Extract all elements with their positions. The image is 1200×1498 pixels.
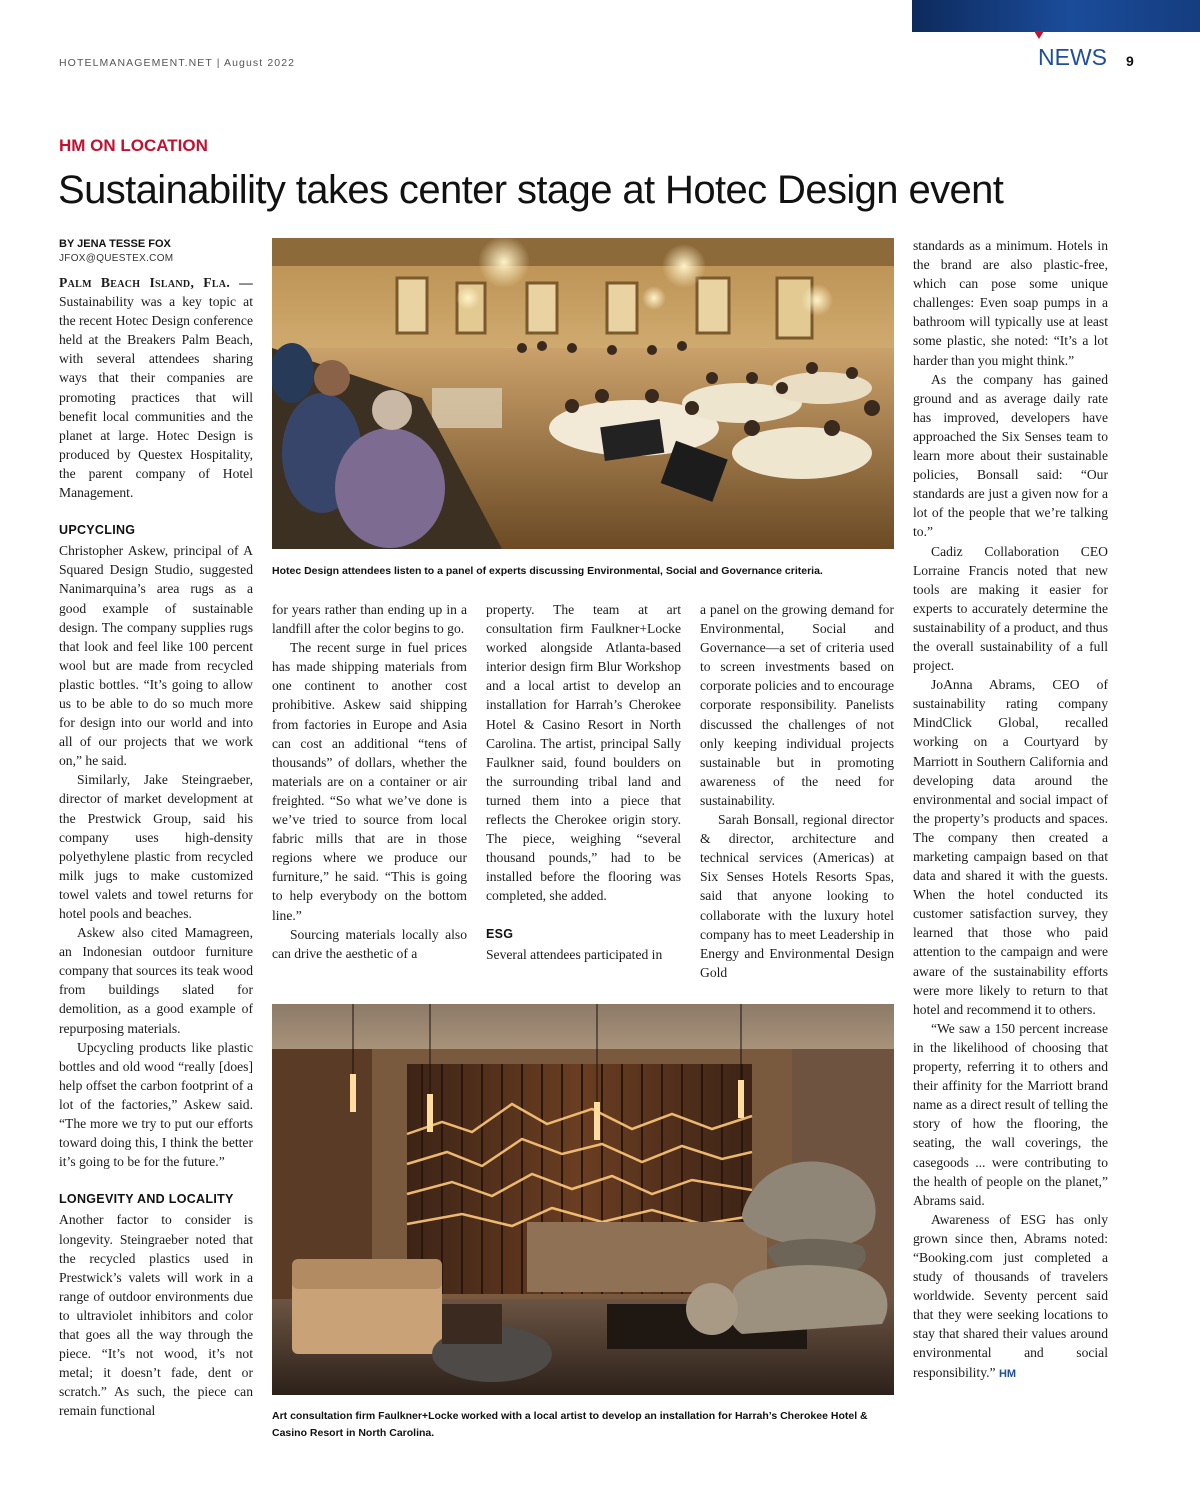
paragraph: Several attendees participated in xyxy=(486,946,663,962)
article-column-1 xyxy=(59,273,253,1420)
photo1-caption: Hotec Design attendees listen to a panel of experts discussing Environmental, Social and Governance criteria. xyxy=(272,565,823,577)
paragraph: Similarly, Jake Steingraeber, director of market development at the Prestwick Group, said his company uses high-density polyethylene plastic from recycled milk jugs to make customized towel valets and towel returns for hotel pools and beaches. xyxy=(59,772,253,921)
subhead-esg: ESG xyxy=(486,926,514,941)
paragraph: Sarah Bonsall, regional director & director, architecture and technical services (Americas) at Six Senses Hotels Resorts Spas, said that anyone looking to collaborate with the luxury hotel company has to meet Leadership in Energy and Environmental Design Gold xyxy=(700,812,894,980)
paragraph: Christopher Askew, principal of A Squared Design Studio, suggested Nanimarquina’s area rugs as a good example of sustainable design. The company supplies rugs that look and feel like 100 percent wool but are made from recycled plastic bottles. “It’s going to allow us to be able to do so much more for design into our world and into all of our projects that we work on,” he said. xyxy=(59,543,253,769)
paragraph: a panel on the growing demand for Environmental, Social and Governance—a set of criteria used to screen investments based on corporate policies and to encourage corporate responsibility. Panelists discussed the challenges of not only keeping individual projects sustainable but in promoting awareness of the need for sustainability. xyxy=(700,602,894,808)
header-color-bar xyxy=(912,0,1200,32)
paragraph: property. The team at art consultation firm Faulkner+Locke worked alongside Atlanta-based interior design firm Blur Workshop and a local artist to develop an installation for Harrah’s Cherokee Hotel & Casino Resort in North Carolina. The artist, principal Sally Faulkner said, found boulders on the surrounding tribal land and turned them into a piece that reflects the Cherokee origin story. The piece, weighing “several thousand pounds,” had to be installed before the flooring was completed, she added. xyxy=(486,602,681,904)
author-email: JFOX@QUESTEX.COM xyxy=(59,253,174,264)
publication-folio: HOTELMANAGEMENT.NET | August 2022 xyxy=(59,57,296,69)
article-headline: Sustainability takes center stage at Hotec Design event xyxy=(58,168,1004,212)
subhead-upcycling: UPCYCLING xyxy=(59,523,136,538)
subhead-longevity: LONGEVITY AND LOCALITY xyxy=(59,1192,234,1207)
paragraph: Upcycling products like plastic bottles and old wood “really [does] help offset the carbon footprint of a lot of the factories,” Askew said. “The more we try to put our efforts toward doing this, I think the better it’s going to be for the future.” xyxy=(59,1039,253,1170)
paragraph: Sourcing materials locally also can drive the aesthetic of a xyxy=(272,926,467,961)
paragraph: for years rather than ending up in a landfill after the color begins to go. xyxy=(272,602,467,637)
lobby-installation-photo xyxy=(272,1004,894,1395)
paragraph: The recent surge in fuel prices has made shipping materials from one continent to another cost prohibitive. Askew said shipping from factories in Europe and Asia can cost an additional “tens of thousands” of dollars, whether the materials are on a container or air freighted. “So what we’ve done is we’ve tried to source from local fabric mills that are in those regions where we produce our furniture,” he said. “This is going to help everybody on the bottom line.” xyxy=(272,640,467,923)
paragraph: Awareness of ESG has only grown since then, Abrams noted: “Booking.com just completed a study of thousands of travelers worldwide. Seventy percent said that they were seeking locations to stay that shared their values around environmental and social responsibility.” xyxy=(913,1211,1108,1380)
photo2-caption: Art consultation firm Faulkner+Locke worked with a local artist to develop an installation for Harrah’s Cherokee Hotel & Casino Resort in North Carolina. xyxy=(272,1410,868,1439)
paragraph: standards as a minimum. Hotels in the brand are also plastic-free, which can pose some unique challenges: Even soap pumps in a bathroom will typically use at least some plastic, she noted: “It’s a lot harder than you might think.” xyxy=(913,238,1108,368)
page-number: 9 xyxy=(1126,53,1134,69)
paragraph: Sustainability was a key topic at the recent Hotec Design conference held at the Breakers Palm Beach, with several attendees sharing ways that their companies are promoting practices that will benefit local communities and the planet at large. Hotec Design is produced by Questex Hospitality, the parent company of Hotel Management. xyxy=(59,294,253,501)
conference-photo xyxy=(272,238,894,549)
article-kicker: HM ON LOCATION xyxy=(59,136,208,155)
paragraph: Another factor to consider is longevity. Steingraeber noted that the recycled plastics used in Prestwick’s valets will work in a range of outdoor environments due to ultraviolet inhibitors and color that goes all the way through the piece. “It’s not wood, it’s not metal; it doesn’t fade, dent or scratch.” As such, the piece can remain functional xyxy=(59,1212,253,1419)
byline: BY JENA TESSE FOX xyxy=(59,238,171,250)
article-column-3 xyxy=(486,600,681,964)
paragraph: “We saw a 150 percent increase in the likelihood of choosing that property, referring it to others and their affinity for the Marriott brand name as a direct result of telling the story of how the flooring, the seating, the wall coverings, the casegoods ... were contributing to the health of people on the planet,” Abrams said. xyxy=(913,1020,1108,1208)
article-column-5 xyxy=(913,236,1108,1384)
article-column-2 xyxy=(272,600,467,963)
end-signature: HM xyxy=(998,1367,1017,1380)
paragraph: As the company has gained ground and as average daily rate has improved, developers have approached the Six Senses team to learn more about their sustainable policies, Bonsall said: “Our standards are just a given now for a lot of the people that we’re talking to.” xyxy=(913,371,1108,540)
header-arrow-marker xyxy=(1034,31,1044,39)
dateline: Palm Beach Island, Fla. — xyxy=(59,275,253,290)
paragraph: Askew also cited Mamagreen, an Indonesian outdoor furniture company that sources its teak wood from buildings slated for demolition, as a good example of repurposing materials. xyxy=(59,925,253,1036)
section-label: NEWS xyxy=(1038,44,1107,70)
article-column-4 xyxy=(700,600,894,982)
paragraph: Cadiz Collaboration CEO Lorraine Francis noted that new tools are making it easier for experts to accurately determine the sustainability of a product, and thus the overall sustainability of a full project. xyxy=(913,543,1108,674)
paragraph: JoAnna Abrams, CEO of sustainability rating company MindClick Global, recalled working on a Courtyard by Marriott in Southern California and developing data around the environmental and social impact of the property’s products and spaces. The company then created a marketing campaign based on that data and shared it with the guests. When the hotel conducted its customer satisfaction survey, they learned that those who paid attention to the campaign and were aware of the sustainability efforts were more likely to return to that hotel and recommend it to others. xyxy=(913,677,1108,1017)
